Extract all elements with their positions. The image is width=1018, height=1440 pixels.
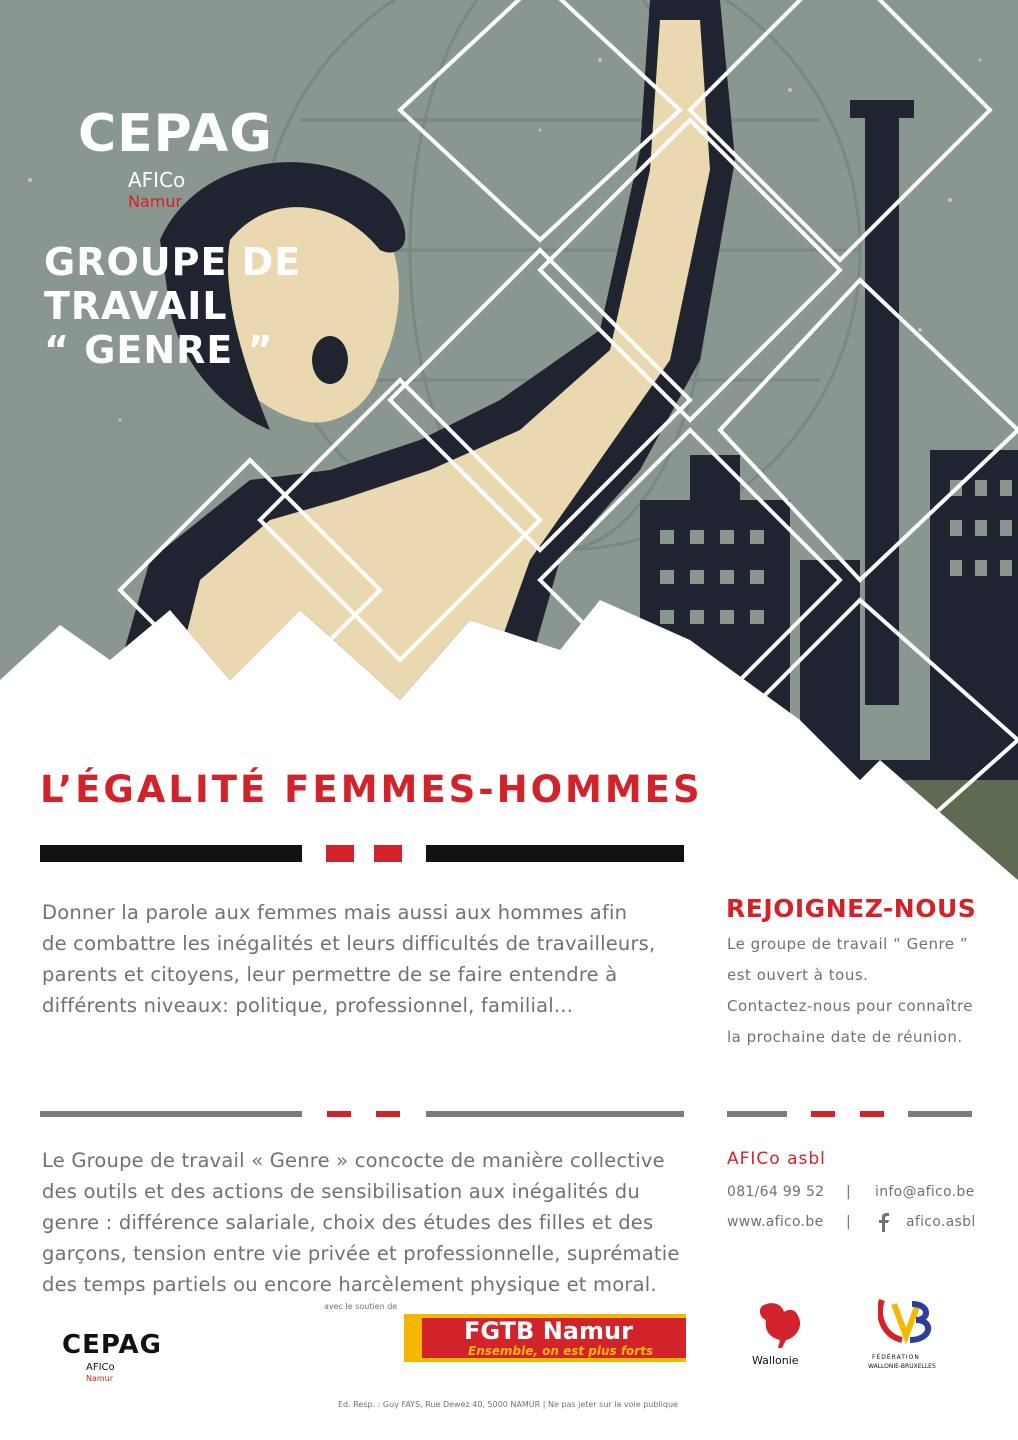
group-title-line: GROUPE DE bbox=[44, 240, 302, 284]
group-title bbox=[44, 240, 301, 372]
headline: L’ÉGALITÉ FEMMES-HOMMES bbox=[40, 768, 703, 811]
second-paragraph bbox=[42, 1145, 712, 1300]
federation-logo-icon bbox=[878, 1296, 934, 1344]
federation-line2: WALLONIE-BRUXELLES bbox=[868, 1363, 936, 1370]
intro-paragraph bbox=[42, 897, 702, 1021]
divider-red-dash bbox=[327, 1111, 351, 1117]
second-line: Le Groupe de travail « Genre » concocte de manière collective bbox=[42, 1149, 665, 1172]
fgtb-name: FGTB Namur bbox=[464, 1317, 633, 1345]
federation-line1: FÉDÉRATION bbox=[872, 1354, 920, 1361]
wallonie-rooster-icon bbox=[752, 1296, 806, 1350]
group-title-line: “ GENRE ” bbox=[44, 328, 274, 372]
divider-gray-side bbox=[908, 1111, 972, 1117]
wallonie-label: Wallonie bbox=[752, 1354, 799, 1367]
join-line: Le groupe de travail “ Genre ” bbox=[727, 935, 969, 953]
facebook-icon bbox=[876, 1212, 892, 1232]
divider-gray-right bbox=[426, 1111, 684, 1117]
divider-red-square bbox=[374, 845, 402, 862]
intro-line: de combattre les inégalités et leurs difficultés de travailleurs, bbox=[42, 932, 656, 955]
intro-line: parents et citoyens, leur permettre de se faire entendre à bbox=[42, 963, 618, 986]
join-title: REJOIGNEZ-NOUS bbox=[726, 894, 977, 923]
fgtb-slogan: Ensemble, on est plus forts bbox=[468, 1344, 654, 1358]
logo-namur: Namur bbox=[128, 192, 183, 211]
contact-facebook[interactable]: afico.asbl bbox=[906, 1214, 976, 1230]
factory-base bbox=[780, 780, 1018, 880]
divider-gray-left bbox=[40, 1111, 302, 1117]
contact-title: AFICo asbl bbox=[727, 1149, 826, 1169]
fgtb-logo bbox=[404, 1314, 686, 1362]
cepag-logo: CEPAG bbox=[78, 104, 273, 164]
join-text bbox=[727, 929, 1017, 1053]
footer-legal: Ed. Resp. : Guy FAYS, Rue Dewez 40, 5000 NAMUR | Ne pas jeter sur la voie publique bbox=[338, 1400, 678, 1409]
divider-red-dash bbox=[811, 1111, 835, 1117]
intro-line: Donner la parole aux femmes mais aussi aux hommes afin bbox=[42, 901, 628, 924]
divider-red-square bbox=[326, 845, 354, 862]
divider-black-right bbox=[426, 845, 684, 862]
cepag-logo-small: CEPAG bbox=[62, 1330, 162, 1360]
divider-gray-side bbox=[727, 1111, 787, 1117]
divider-red-dash bbox=[860, 1111, 884, 1117]
divider-black-left bbox=[40, 845, 302, 862]
second-line: des outils et des actions de sensibilisation aux inégalités du bbox=[42, 1180, 640, 1203]
second-line: garçons, tension entre vie privée et professionnelle, suprématie bbox=[42, 1242, 680, 1265]
logo-afico: AFICo bbox=[128, 168, 186, 192]
contact-separator: | bbox=[846, 1184, 852, 1200]
support-label: avec le soutien de bbox=[324, 1302, 398, 1311]
second-line: genre : différence salariale, choix des études des filles et des bbox=[42, 1211, 654, 1234]
join-line: Contactez-nous pour connaître bbox=[727, 997, 974, 1015]
logo-afico-small: AFICo bbox=[86, 1362, 115, 1373]
contact-phone[interactable]: 081/64 99 52 bbox=[727, 1184, 825, 1200]
contact-web[interactable]: www.afico.be bbox=[727, 1214, 824, 1230]
second-line: des temps partiels ou encore harcèlement physique et moral. bbox=[42, 1273, 657, 1296]
contact-separator: | bbox=[846, 1214, 852, 1230]
contact-email[interactable]: info@afico.be bbox=[875, 1184, 975, 1200]
intro-line: différents niveaux: politique, professionnel, familial... bbox=[42, 994, 574, 1017]
logo-namur-small: Namur bbox=[86, 1374, 114, 1383]
divider-red-dash bbox=[376, 1111, 400, 1117]
group-title-line: TRAVAIL bbox=[44, 284, 228, 328]
join-line: est ouvert à tous. bbox=[727, 966, 869, 984]
join-line: la prochaine date de réunion. bbox=[727, 1028, 963, 1046]
